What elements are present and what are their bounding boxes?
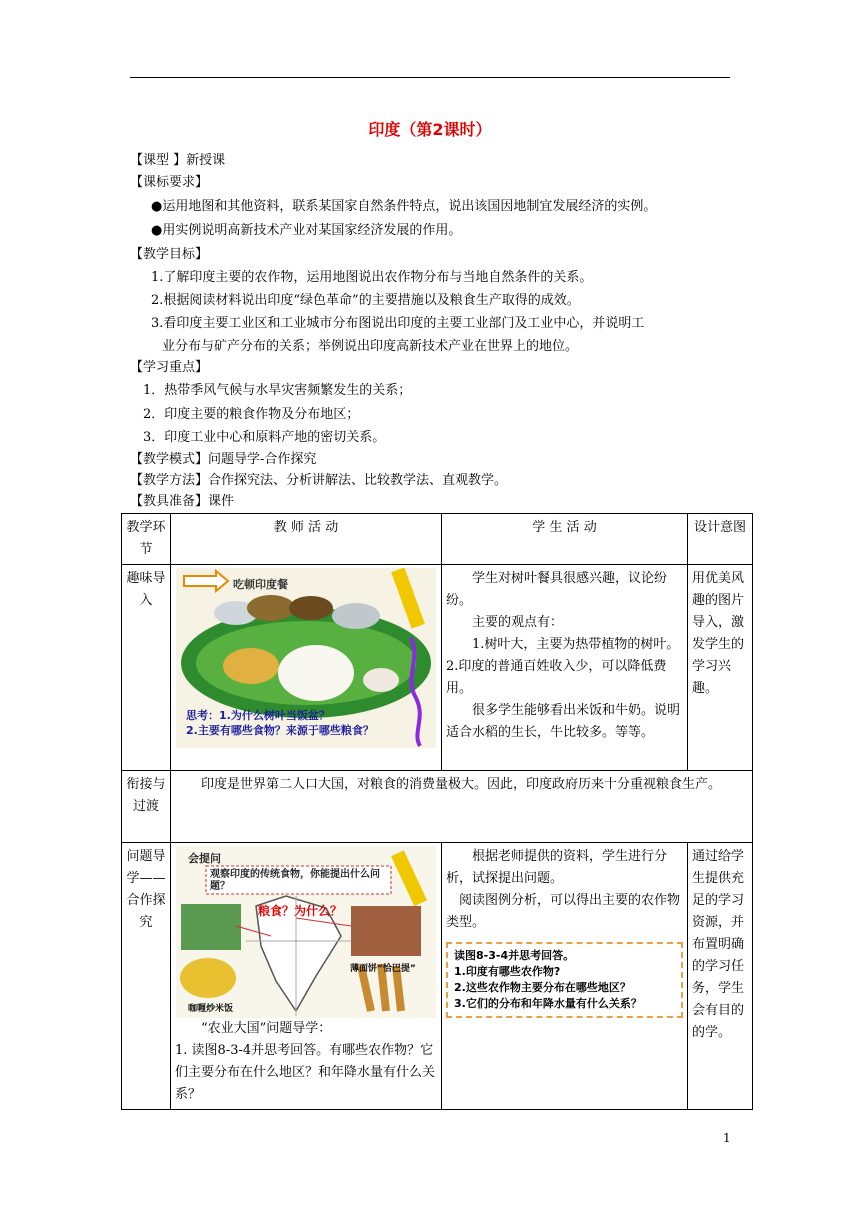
indian-meal-image [176, 568, 436, 748]
transition-cell [171, 771, 753, 843]
goals-heading: 【教学目标】 [130, 247, 209, 262]
intent-cell: 通过给学生提供充足的学习资源，并布置明确的学习任务，学生会有目的的学。 [688, 843, 753, 1110]
meal-question: 思考：1.为什么树叶当饭盆？ [186, 709, 330, 722]
student-text: 阅读图例分析，可以得出主要的农作物类型。 [446, 893, 681, 930]
stage-cell: 趣味导入 [122, 565, 171, 771]
goal-item: 业分布与矿产分布的关系；举例说出印度高新技术产业在世界上的地位。 [162, 339, 579, 354]
standard-item: ●用实例说明高新技术产业对某国家经济发展的作用。 [151, 223, 462, 238]
teaching-mode: 【教学模式】问题导学-合作探究 [130, 452, 317, 467]
task-question: 2.这些农作物主要分布在哪些地区？ [454, 981, 631, 994]
teaching-method: 【教学方法】合作探究法、分析讲解法、比较教学法、直观教学。 [130, 473, 508, 488]
doc-title: 印度（第2课时） [368, 120, 492, 139]
focus-heading: 【学习重点】 [130, 360, 209, 375]
standard-item: ●运用地图和其他资料，联系某国家自然条件特点，说出该国因地制宜发展经济的实例。 [151, 199, 657, 214]
teacher-cell [171, 565, 442, 771]
meal-question: 2.主要有哪些食物？来源于哪些粮食？ [186, 724, 374, 737]
map-heading: 会提问 [188, 852, 221, 865]
table-header-row [122, 514, 753, 565]
focus-item: 1．热带季风气候与水旱灾害频繁发生的关系； [143, 383, 412, 398]
task-title: 读图8-3-4并思考回答。 [454, 949, 575, 962]
col-header: 设计意图 [688, 514, 753, 565]
map-bubble: 观察印度的传统食物，你能提出什么问题？ [210, 869, 380, 892]
meal-caption: 吃顿印度餐 [233, 578, 288, 591]
header-rule [130, 77, 730, 78]
goal-item: 3.看印度主要工业区和工业城市分布图说出印度的主要工业部门及工业中心，并说明工 [151, 316, 645, 331]
col-header: 教学环节 [122, 514, 171, 565]
transition-text: 印度是世界第二人口大国，对粮食的消费量极大。因此，印度政府历来十分重视粮食生产。 [201, 777, 722, 792]
student-cell [442, 565, 688, 771]
table-row [122, 771, 753, 843]
food-label: 薄面饼“恰巴提” [350, 964, 416, 974]
crops-map-image [176, 846, 436, 1018]
col-header: 教 师 活 动 [171, 514, 442, 565]
stage-cell: 问题导学——合作探究 [122, 843, 171, 1110]
page-number: 1 [723, 1131, 731, 1145]
focus-item: 2．印度主要的粮食作物及分布地区； [143, 407, 360, 422]
meal-questions [186, 708, 426, 738]
teacher-text: 1. 读图8-3-4并思考回答。有哪些农作物？它们主要分布在什么地区？和年降水量有什么关系？ [175, 1043, 436, 1102]
stage-cell: 衔接与过渡 [122, 771, 171, 843]
task-question: 3.它们的分布和年降水量有什么关系？ [454, 997, 642, 1010]
col-header: 学 生 活 动 [442, 514, 688, 565]
goal-item: 1.了解印度主要的农作物，运用地图说出农作物分布与当地自然条件的关系。 [151, 270, 593, 285]
task-question: 1.印度有哪些农作物? [454, 965, 561, 978]
goal-item: 2.根据阅读材料说出印度“绿色革命”的主要措施以及粮食生产取得的成效。 [151, 293, 580, 308]
student-cell [442, 843, 688, 1110]
focus-item: 3．印度工业中心和原料产地的密切关系。 [143, 430, 386, 445]
student-text: 根据老师提供的资料，学生进行分析，试探提出问题。 [446, 849, 668, 886]
student-text: 很多学生能够看出米饭和牛奶。说明适合水稻的生长，牛比较多。等等。 [446, 703, 681, 740]
food-label: 咖喱炒米饭 [188, 1004, 234, 1014]
student-text: 1.树叶大，主要为热带植物的树叶。2.印度的普通百姓收入少，可以降低费用。 [446, 637, 680, 696]
map-why: 粮食？为什么？ [258, 904, 343, 918]
student-text: 主要的观点有： [472, 615, 564, 630]
intent-cell: 用优美风趣的图片导入，激发学生的学习兴趣。 [688, 565, 753, 771]
table-row [122, 565, 753, 771]
student-text: 学生对树叶餐具很感兴趣，议论纷纷。 [446, 571, 668, 608]
teacher-text: “农业大国”问题导学： [201, 1021, 332, 1036]
lesson-table [121, 513, 753, 1110]
teaching-tools: 【教具准备】课件 [130, 494, 235, 509]
teacher-cell [171, 843, 442, 1110]
table-row [122, 843, 753, 1110]
course-type: 【课型 】新授课 [130, 153, 226, 168]
reading-task-box [446, 942, 683, 1018]
standard-heading: 【课标要求】 [130, 175, 209, 190]
